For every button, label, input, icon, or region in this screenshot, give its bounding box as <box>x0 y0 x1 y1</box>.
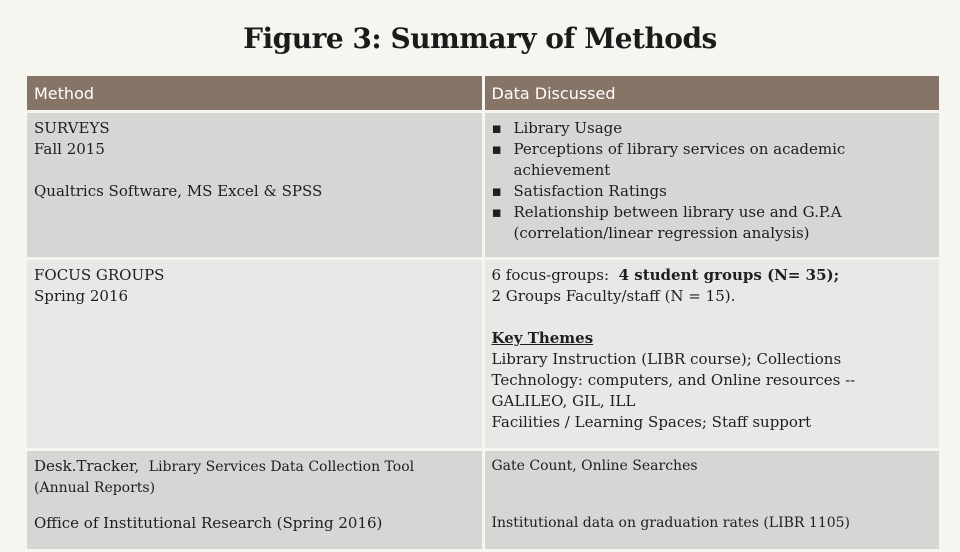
methods-table <box>27 76 939 552</box>
theme-line: GALILEO, GIL, ILL <box>491 392 636 410</box>
oir-label: Office of Institutional Research (Spring 2016) <box>34 514 383 532</box>
list-item: ▪ Satisfaction Ratings <box>514 181 933 202</box>
column-header-data-discussed: Data Discussed <box>483 76 939 112</box>
focus-data-cell <box>483 259 939 450</box>
desk-method-cell <box>27 450 483 551</box>
list-item: ▪ Library Usage <box>514 118 933 139</box>
table-header-row <box>27 76 939 112</box>
focus-groups-prefix: 6 focus-groups: <box>491 266 610 284</box>
key-themes-heading: Key Themes <box>491 329 594 347</box>
faculty-groups-text: 2 Groups Faculty/staff (N = 15). <box>491 287 736 305</box>
table-row <box>27 259 939 450</box>
column-header-method: Method <box>27 76 483 112</box>
surveys-term: Fall 2015 <box>34 140 105 158</box>
desktracker-line <box>34 456 475 478</box>
table-row <box>27 450 939 551</box>
focus-groups-label: FOCUS GROUPS <box>34 266 165 284</box>
surveys-data-list <box>492 118 933 244</box>
surveys-method-cell <box>27 112 483 259</box>
annual-reports-label: (Annual Reports) <box>34 480 156 496</box>
desk-data-cell <box>483 450 939 551</box>
gate-count-text: Gate Count, Online Searches <box>491 458 698 474</box>
surveys-data-cell <box>483 112 939 259</box>
theme-line: Library Instruction (LIBR course); Collections <box>491 350 842 368</box>
theme-line: Technology: computers, and Online resources -- <box>491 371 856 389</box>
surveys-tool: Qualtrics Software, MS Excel & SPSS <box>34 182 323 200</box>
table-row <box>27 112 939 259</box>
desktracker-name: Desk.Tracker, <box>34 457 140 475</box>
focus-groups-term: Spring 2016 <box>34 287 129 305</box>
focus-method-cell <box>27 259 483 450</box>
desktracker-description: Library Services Data Collection Tool <box>148 459 415 475</box>
figure-title: Figure 3: Summary of Methods <box>243 22 717 55</box>
list-item: ▪ Relationship between library use and G.P.A (correlation/linear regression analysis) <box>514 202 933 244</box>
theme-line: Facilities / Learning Spaces; Staff support <box>491 413 812 431</box>
graduation-data-text: Institutional data on graduation rates (LIBR 1105) <box>491 515 850 531</box>
surveys-label: SURVEYS <box>34 119 110 137</box>
focus-groups-summary <box>492 265 933 286</box>
list-item: ▪ Perceptions of library services on academic achievement <box>514 139 933 181</box>
student-groups-text: 4 student groups (N= 35); <box>618 266 840 284</box>
